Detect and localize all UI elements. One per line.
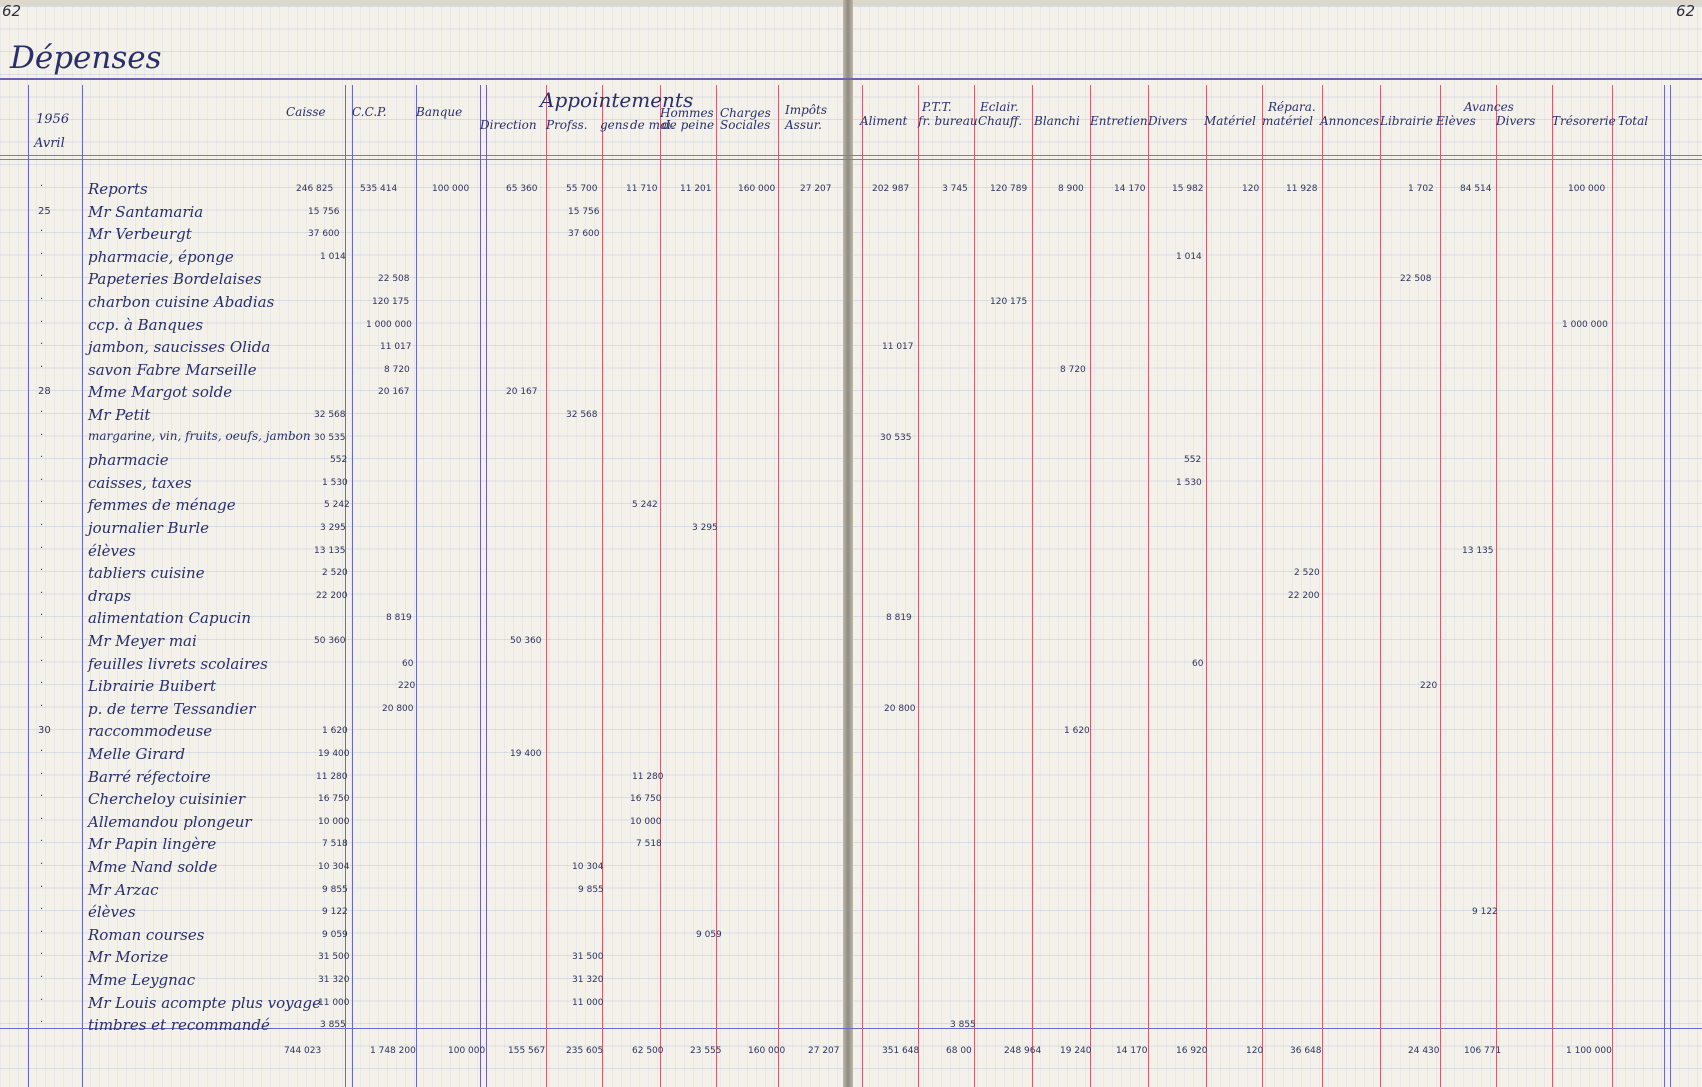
row-amount: 11 000 [572,997,604,1008]
row-amount: 1 702 [1408,184,1434,194]
column-header: Total [1618,114,1649,128]
column-header: Profss. [546,118,588,132]
column-rule [974,85,975,1087]
row-amount: 37 600 [308,229,340,240]
row-amount: 13 135 [314,545,346,556]
row-label: Mr Petit [88,406,151,424]
header-bottom-rule-2 [0,159,1702,160]
column-rule [660,85,661,1087]
column-rule [546,85,547,1087]
row-amount: 2 520 [322,568,348,579]
total-amount: 155 567 [508,1046,546,1056]
row-label: Mme Nand solde [88,858,218,876]
row-label: Chercheloy cuisinier [88,790,246,809]
year-label: 1956 [36,112,70,127]
row-amount: 20 800 [382,703,414,714]
row-amount: 120 789 [990,184,1028,194]
row-label: pharmacie, éponge [88,247,234,266]
row-ditto-mark: · [40,226,44,238]
row-amount: 1 530 [322,477,348,488]
row-amount: 27 207 [800,184,832,194]
row-label: feuilles livrets scolaires [88,654,268,673]
row-amount: 3 855 [950,1020,976,1031]
column-header: Banque [416,105,463,119]
row-ditto-mark: · [40,633,44,644]
row-ditto-mark: · [40,361,44,373]
column-rule [1440,85,1441,1087]
row-amount: 9 122 [1472,907,1498,918]
row-amount: 5 242 [632,500,658,511]
row-ditto-mark: · [40,813,44,825]
row-amount: 1 620 [1064,726,1090,737]
row-amount: 3 745 [942,184,968,194]
column-header: Caisse [286,105,326,119]
row-amount: 8 720 [1060,364,1086,375]
row-ditto-mark: · [40,610,44,622]
total-amount: 23 555 [690,1046,722,1056]
row-amount: 10 304 [572,862,604,872]
row-label: Roman courses [88,925,205,944]
row-amount: 2 520 [1294,568,1320,579]
total-amount: 24 430 [1408,1046,1440,1056]
row-label: Mme Margot solde [88,383,233,402]
row-amount: 50 360 [314,636,346,646]
row-amount: 120 175 [990,297,1028,307]
column-header: Direction [480,118,537,132]
row-amount: 32 568 [566,410,598,420]
row-ditto-mark: · [40,407,44,418]
row-ditto-mark: · [40,949,44,961]
row-label: caisses, taxes [88,473,192,492]
column-header: de peine [662,118,715,132]
row-label: tabliers cuisine [88,564,205,583]
column-header: Divers [1148,114,1188,128]
column-header: C.C.P. [352,105,387,119]
column-rule [1380,85,1381,1087]
row-amount: 120 175 [372,297,410,307]
row-label: Mr Verbeurgt [88,225,192,244]
row-label: Reports [88,180,148,198]
row-amount: 60 [1192,658,1204,669]
row-label: savon Fabre Marseille [88,360,257,379]
column-header: P.T.T. [922,100,952,114]
row-amount: 15 982 [1172,184,1204,194]
row-amount: 8 900 [1058,184,1084,194]
row-day: 30 [38,725,51,737]
row-amount: 22 200 [316,590,348,601]
month-label: Avril [34,136,65,151]
total-amount: 27 207 [808,1046,840,1056]
column-header: de mai. [630,118,675,132]
row-amount: 10 000 [318,816,350,827]
total-amount: 14 170 [1116,1046,1148,1056]
row-amount: 11 017 [882,342,914,353]
book-gutter [843,0,853,1087]
row-amount: 31 320 [318,975,350,985]
column-header: Assur. [785,118,822,132]
row-amount: 11 710 [626,184,658,194]
row-amount: 31 500 [572,952,604,963]
row-label: timbres et recommandé [88,1016,270,1035]
total-amount: 120 [1246,1046,1264,1056]
row-ditto-mark: · [40,542,44,554]
row-amount: 15 756 [568,206,600,217]
column-rule [1552,85,1553,1087]
column-header: Impôts [785,103,828,117]
column-header: Appointements [540,88,694,112]
row-ditto-mark: · [40,294,44,305]
row-label: draps [88,586,132,605]
column-rule [602,85,603,1087]
column-header: Avances [1464,100,1514,114]
row-amount: 3 855 [320,1020,346,1031]
row-amount: 11 000 [318,997,350,1008]
row-amount: 84 514 [1460,184,1492,194]
column-rule [1670,85,1671,1087]
row-amount: 9 122 [322,907,348,918]
column-rule [1206,85,1207,1087]
column-rule [1032,85,1033,1087]
row-label: Allemandou plongeur [88,812,252,831]
column-header: Annonces [1320,114,1380,128]
column-rule [82,85,83,1087]
row-amount: 552 [330,455,348,466]
row-ditto-mark: · [40,678,44,690]
row-amount: 8 720 [384,364,410,375]
row-amount: 19 400 [510,749,542,759]
column-header: Librairie [1380,114,1433,128]
total-amount: 106 771 [1464,1046,1502,1056]
row-amount: 65 360 [506,184,538,194]
row-amount: 100 000 [1568,184,1606,194]
row-ditto-mark: · [40,248,44,260]
row-amount: 20 167 [506,387,538,398]
row-label: p. de terre Tessandier [88,699,256,718]
row-day: 25 [38,205,51,217]
column-rule [778,85,779,1087]
row-ditto-mark: · [40,474,44,486]
row-label: Mr Meyer mai [88,632,197,650]
row-label: Mme Leygnac [88,971,196,989]
row-amount: 5 242 [324,500,350,511]
column-header: Divers [1496,114,1536,128]
column-rule [416,85,417,1087]
row-amount: 55 700 [566,184,598,194]
right-page [851,6,1702,1087]
row-amount: 202 987 [872,184,910,194]
row-amount: 7 518 [636,839,662,850]
row-ditto-mark: · [40,836,44,848]
row-amount: 535 414 [360,184,398,194]
header-top-rule [0,78,1702,80]
row-amount: 10 304 [318,862,350,872]
row-amount: 1 620 [322,726,348,737]
row-label: Barré réfectoire [88,767,211,786]
row-amount: 120 [1242,184,1260,194]
row-ditto-mark: · [40,587,44,599]
page-title: Dépenses [10,40,162,76]
row-amount: 11 017 [380,342,412,353]
row-ditto-mark: · [40,1017,44,1029]
column-header: Chauff. [978,114,1023,128]
column-rule [1612,85,1613,1087]
row-amount: 9 855 [322,884,348,895]
row-label: alimentation Capucin [88,609,252,628]
row-label: ccp. à Banques [88,315,204,334]
row-label: raccommodeuse [88,722,213,741]
header-bottom-rule [0,155,1702,156]
row-ditto-mark: · [40,859,44,870]
row-ditto-mark: · [40,972,44,983]
total-amount: 744 023 [284,1046,322,1056]
row-amount: 14 170 [1114,184,1146,194]
row-ditto-mark: · [40,768,44,780]
total-amount: 19 240 [1060,1046,1092,1056]
column-rule [1148,85,1149,1087]
row-amount: 552 [1184,455,1202,466]
row-ditto-mark: · [40,565,44,577]
row-amount: 1 530 [1176,477,1202,488]
column-rule [1496,85,1497,1087]
row-ditto-mark: · [40,271,44,283]
row-label: journalier Burle [88,519,210,537]
column-header: Elèves [1436,114,1476,128]
row-amount: 9 059 [322,929,348,940]
row-ditto-mark: · [40,316,44,328]
row-label: Mr Papin lingère [88,835,217,854]
row-ditto-mark: · [40,497,44,509]
row-amount: 11 280 [316,771,348,782]
column-header: Entretien [1090,114,1148,128]
row-ditto-mark: · [40,926,44,938]
row-amount: 22 508 [1400,274,1432,285]
row-ditto-mark: · [40,994,44,1006]
total-amount: 36 648 [1290,1046,1322,1056]
row-ditto-mark: · [40,181,44,192]
row-amount: 20 167 [378,387,410,398]
row-label: femmes de ménage [88,496,236,515]
row-amount: 8 819 [886,613,912,624]
row-label: Mr Morize [88,948,169,967]
row-amount: 31 500 [318,952,350,963]
column-rule [480,85,481,1087]
row-amount: 160 000 [738,184,776,194]
row-amount: 3 295 [320,523,346,533]
row-amount: 220 [398,681,416,692]
column-header: Répara. [1268,100,1316,114]
column-rule [1262,85,1263,1087]
row-amount: 16 750 [630,794,662,805]
row-amount: 11 928 [1286,184,1318,194]
column-rule [918,85,919,1087]
row-label: Melle Girard [88,745,186,763]
row-label: Mr Santamaria [88,202,204,221]
row-ditto-mark: · [40,791,44,803]
column-rule [352,85,353,1087]
row-ditto-mark: · [40,746,44,757]
row-amount: 100 000 [432,184,470,194]
column-rule [1090,85,1091,1087]
row-amount: 10 000 [630,816,662,827]
row-amount: 9 059 [696,929,722,940]
total-amount: 248 964 [1004,1046,1042,1056]
total-amount: 235 605 [566,1046,604,1056]
row-amount: 16 750 [318,794,350,805]
row-amount: 60 [402,658,414,669]
row-amount: 19 400 [318,749,350,759]
row-ditto-mark: · [40,700,44,712]
row-label: margarine, vin, fruits, oeufs, jambon [88,428,311,443]
row-ditto-mark: · [40,520,44,531]
column-header: Eclair. [980,100,1019,114]
row-amount: 31 320 [572,975,604,985]
row-amount: 1 000 000 [366,319,412,330]
column-rule [486,85,487,1087]
row-ditto-mark: · [40,452,44,464]
row-amount: 20 800 [884,703,916,714]
row-label: pharmacie [88,451,169,470]
row-label: charbon cuisine Abadias [88,293,275,311]
row-amount: 3 295 [692,523,718,533]
row-ditto-mark: · [40,881,44,893]
row-amount: 22 508 [378,274,410,285]
row-amount: 32 568 [314,410,346,420]
row-label: Mr Arzac [88,880,159,899]
column-rule [1664,85,1665,1087]
row-amount: 37 600 [568,229,600,240]
page-number-right: 62 [1676,2,1696,20]
row-day: 28 [38,386,51,398]
column-header: matériel [1262,114,1313,128]
row-amount: 8 819 [386,613,412,624]
row-amount: 246 825 [296,184,334,194]
total-amount: 62 500 [632,1046,664,1056]
column-header: Matériel [1204,114,1256,128]
row-amount: 13 135 [1462,545,1494,556]
row-ditto-mark: · [40,655,44,667]
column-rule [28,85,29,1087]
row-label: Mr Louis acompte plus voyage [88,993,322,1012]
row-amount: 7 518 [322,839,348,850]
row-label: jambon, saucisses Olida [88,338,271,357]
row-amount: 11 201 [680,184,712,194]
column-header: Trésorerie [1552,114,1616,128]
column-header: Sociales [720,118,771,132]
row-amount: 30 535 [314,432,346,443]
row-ditto-mark: · [40,429,44,441]
column-header: Aliment [860,114,908,128]
column-header: fr. bureau [918,114,978,128]
column-header: Charges [720,106,771,120]
row-amount: 22 200 [1288,590,1320,601]
row-amount: 1 000 000 [1562,319,1608,330]
total-amount: 16 920 [1176,1046,1208,1056]
column-rule [862,85,863,1087]
page-number-left: 62 [2,2,22,20]
total-amount: 1 100 000 [1566,1046,1612,1056]
row-amount: 220 [1420,681,1438,692]
total-amount: 351 648 [882,1046,920,1056]
column-header: Hommes [660,106,714,120]
row-amount: 15 756 [308,206,340,217]
total-amount: 100 000 [448,1046,486,1056]
row-amount: 11 280 [632,771,664,782]
total-amount: 68 00 [946,1046,972,1056]
row-ditto-mark: · [40,904,44,916]
row-ditto-mark: · [40,339,44,351]
row-label: élèves [88,903,136,922]
row-amount: 50 360 [510,636,542,646]
row-label: Librairie Buibert [88,677,217,696]
row-amount: 1 014 [1176,251,1202,262]
column-header: Blanchi [1034,114,1080,128]
column-rule [1322,85,1323,1087]
total-amount: 160 000 [748,1046,786,1056]
row-amount: 30 535 [880,432,912,443]
row-label: Papeteries Bordelaises [88,270,262,289]
column-header: gens [600,118,629,132]
row-label: élèves [88,541,136,560]
total-amount: 1 748 200 [370,1046,416,1056]
row-amount: 9 855 [578,884,604,895]
row-amount: 1 014 [320,251,346,262]
